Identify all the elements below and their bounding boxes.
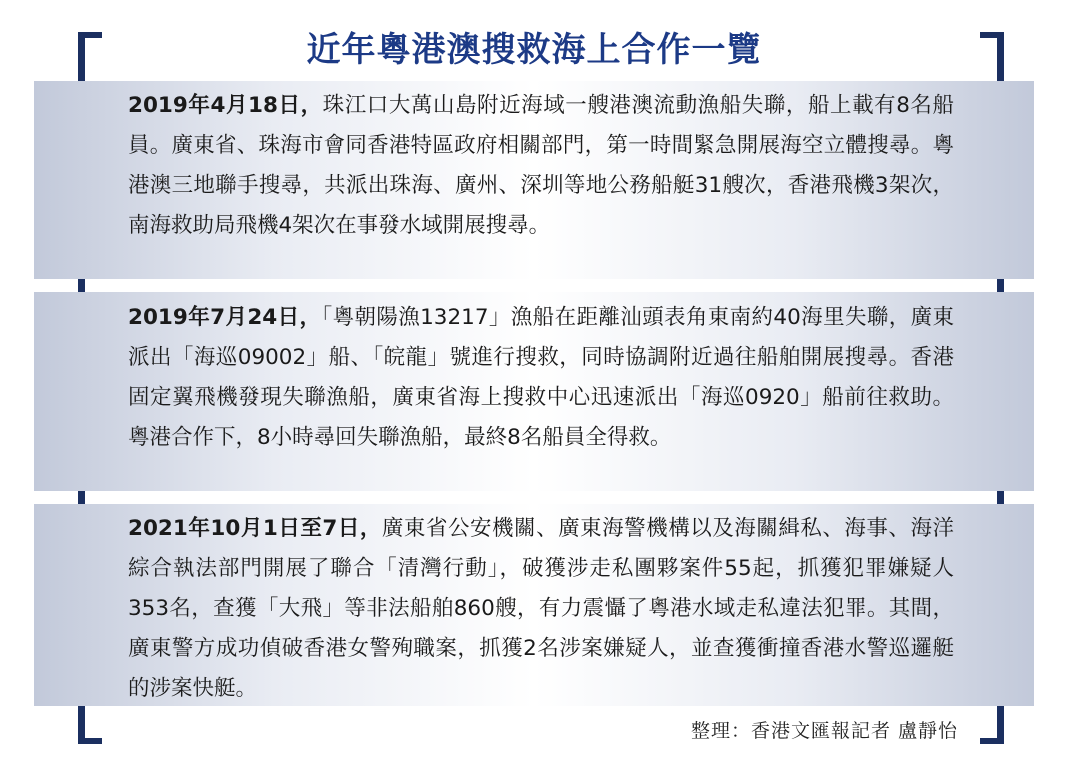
page-title: 近年粵港澳搜救海上合作一覽 bbox=[306, 30, 762, 70]
timeline-entry bbox=[128, 298, 954, 458]
entry-date: 2019年4月18日， bbox=[128, 93, 323, 118]
author-credit: 整理：香港文匯報記者 盧靜怡 bbox=[690, 720, 958, 742]
entry-text: 珠江口大萬山島附近海域一艘港澳流動漁船失聯，船上載有8名船員。廣東省、珠海市會同香港特區政府相關部門，第一時間緊急開展海空立體搜尋。粵港澳三地聯手搜尋，共派出珠海、廣州、深圳等地公務船艇31艘次，香港飛機3架次，南海救助局飛機4架次在事發水域開展搜尋。 bbox=[128, 93, 954, 238]
timeline-entry bbox=[128, 509, 954, 709]
entry-text: 廣東省公安機關、廣東海警機構以及海關緝私、海事、海洋綜合執法部門開展了聯合「清灣行動」，破獲涉走私團夥案件55起，抓獲犯罪嫌疑人353名，查獲「大飛」等非法船舶860艘，有力震懾了粵港水域走私違法犯罪。其間，廣東警方成功偵破香港女警殉職案，抓獲2名涉案嫌疑人，並查獲衝撞香港水警巡邏艇的涉案快艇。 bbox=[128, 516, 954, 701]
entry-date: 2021年10月1日至7日， bbox=[128, 516, 382, 541]
entry-text: 「粵朝陽漁13217」漁船在距離汕頭表角東南約40海里失聯，廣東派出「海巡09002」船、「皖龍」號進行搜救，同時協調附近過往船舶開展搜尋。香港固定翼飛機發現失聯漁船，廣東省海上搜救中心迅速派出「海巡0920」船前往救助。粵港合作下，8小時尋回失聯漁船，最終8名船員全得救。 bbox=[128, 305, 955, 450]
entry-date: 2019年7月24日， bbox=[128, 305, 322, 330]
timeline-entry bbox=[128, 86, 954, 246]
